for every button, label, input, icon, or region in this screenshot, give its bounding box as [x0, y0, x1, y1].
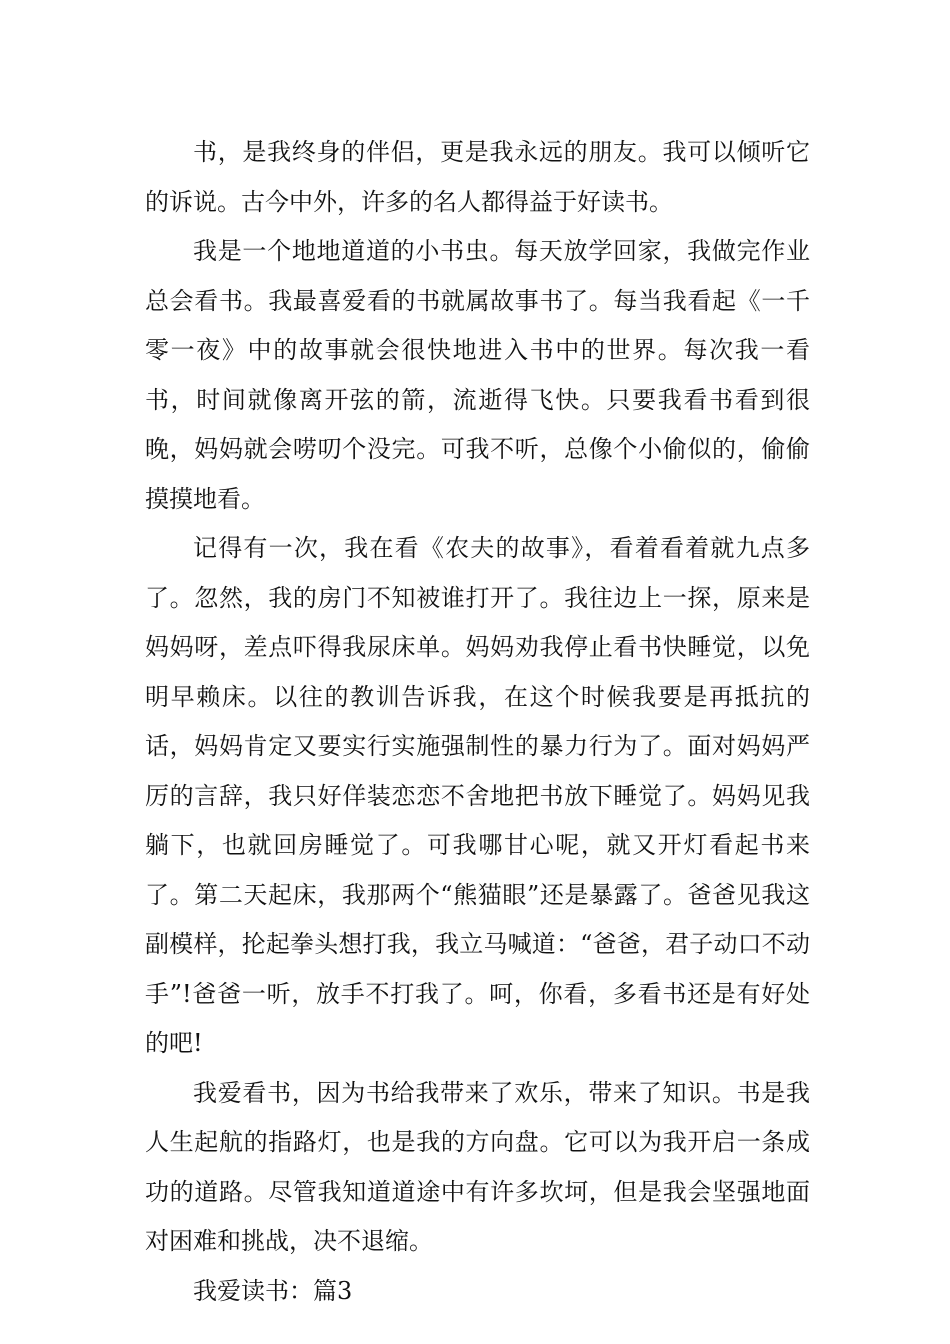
document-body — [145, 128, 810, 1316]
paragraph-1: 书，是我终身的伴侣，更是我永远的朋友。我可以倾听它的诉说。古今中外，许多的名人都得益于好读书。 — [145, 138, 810, 216]
paragraph-2: 我是一个地地道道的小书虫。每天放学回家，我做完作业总会看书。我最喜爱看的书就属故事书了。每当我看起《一千零一夜》中的故事就会很快地进入书中的世界。每次我一看书，时间就像离开弦的箭，流逝得飞快。只要我看书看到很晚，妈妈就会唠叨个没完。可我不听，总像个小偷似的，偷偷摸摸地看。 — [145, 237, 810, 513]
paragraph-4: 我爱看书，因为书给我带来了欢乐，带来了知识。书是我人生起航的指路灯，也是我的方向盘。它可以为我开启一条成功的道路。尽管我知道道途中有许多坎坷，但是我会坚强地面对困难和挑战，决不退缩。 — [145, 1078, 810, 1255]
section-heading: 我爱读书：篇3 — [193, 1276, 353, 1305]
paragraph-3: 记得有一次，我在看《农夫的故事》，看着看着就九点多了。忽然，我的房门不知被谁打开了。我往边上一探，原来是妈妈呀，差点吓得我尿床单。妈妈劝我停止看书快睡觉，以免明早赖床。以往的教训告诉我，在这个时候我要是再抵抗的话，妈妈肯定又要实行实施强制性的暴力行为了。面对妈妈严厉的言辞，我只好佯装恋恋不舍地把书放下睡觉了。妈妈见我躺下，也就回房睡觉了。可我哪甘心呢，就又开灯看起书来了。第二天起床，我那两个“熊猫眼”还是暴露了。爸爸见我这副模样，抡起拳头想打我，我立马喊道：“爸爸，君子动口不动手”!爸爸一听，放手不打我了。呵，你看，多看书还是有好处的吧! — [145, 534, 810, 1057]
